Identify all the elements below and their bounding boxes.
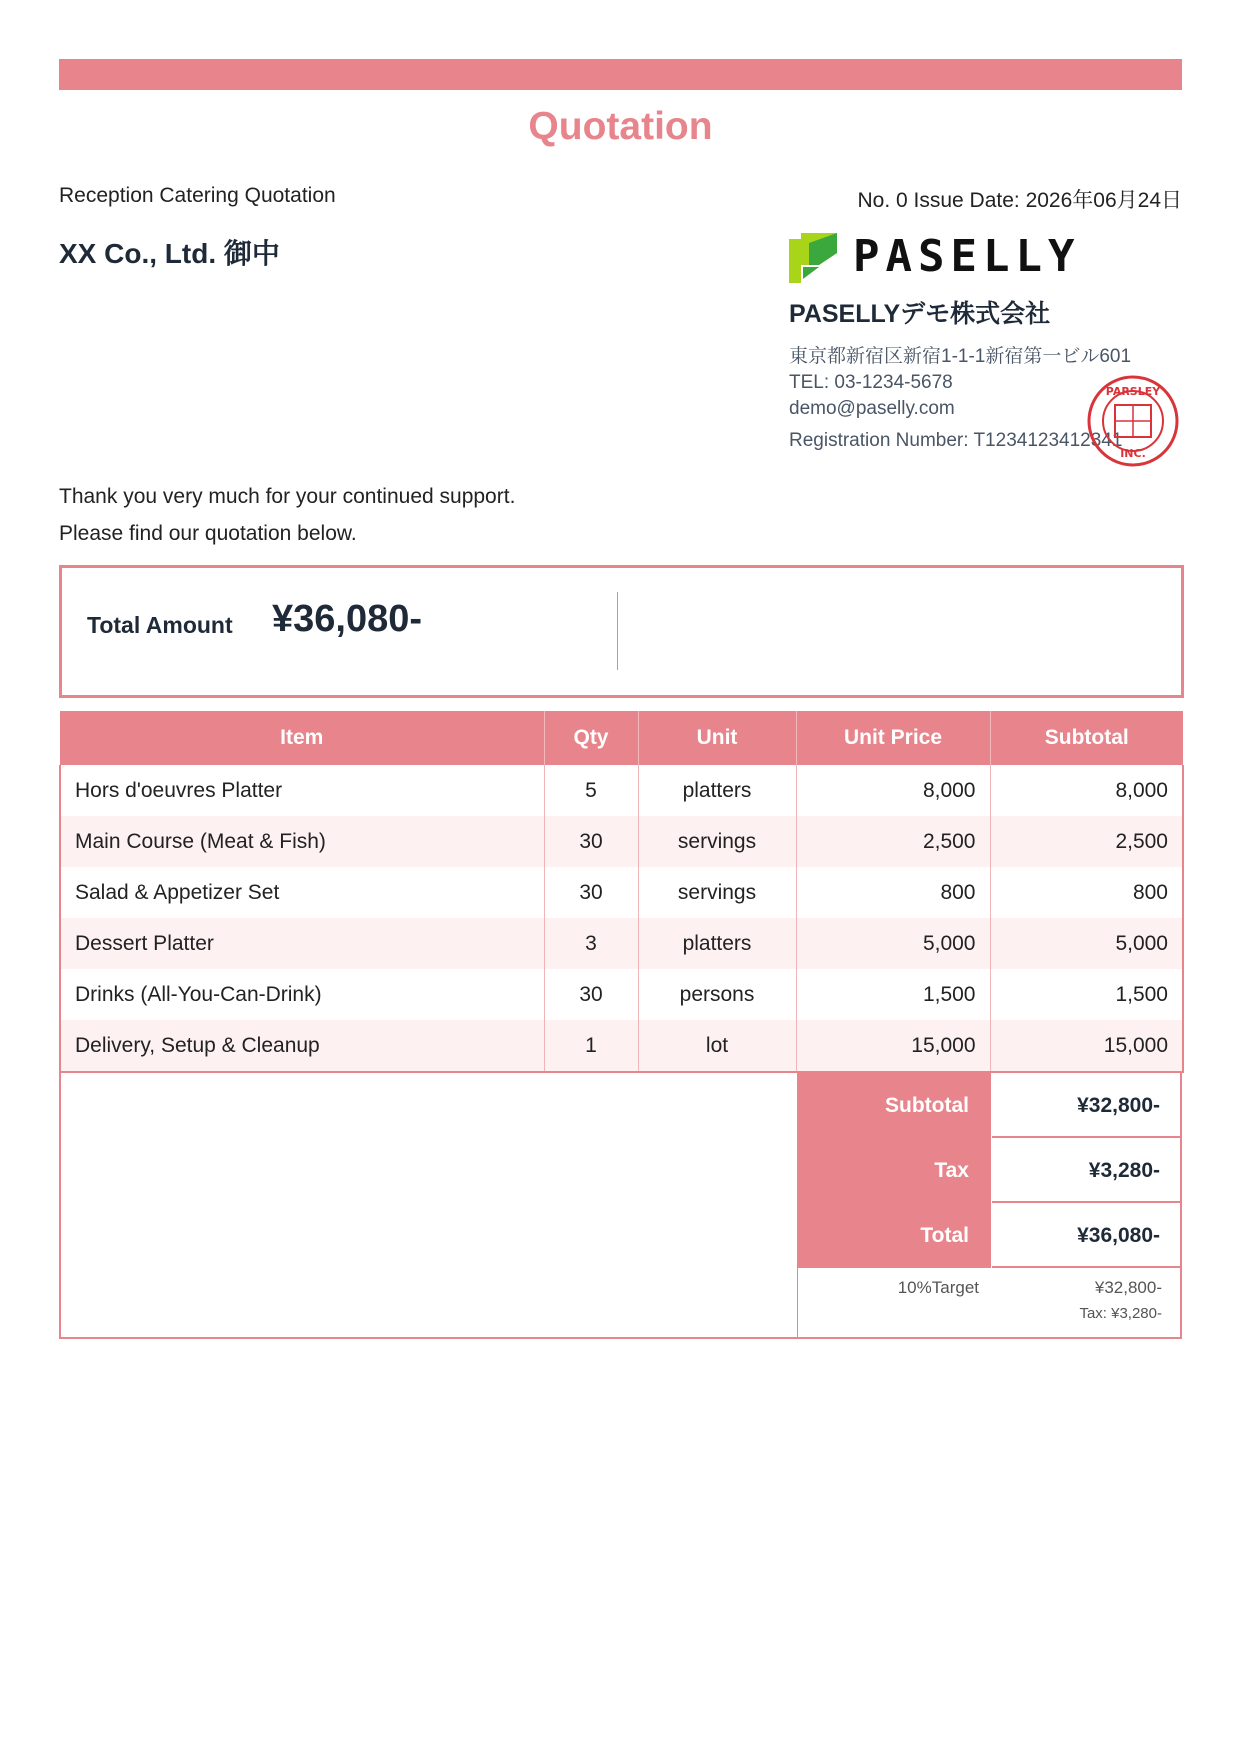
summary-tax-row (797, 1138, 1180, 1203)
cell-unit-price: 1,500 (796, 969, 990, 1020)
summary-tax-label: Tax (797, 1138, 991, 1203)
summary-subtotal-value: ¥32,800- (992, 1073, 1180, 1138)
cell-unit: servings (638, 816, 796, 867)
company-logo (789, 230, 1189, 284)
table-row (60, 867, 1183, 918)
summary-subtotal-row (797, 1073, 1180, 1138)
cell-subtotal: 15,000 (990, 1020, 1183, 1072)
header-unit: Unit (638, 711, 796, 765)
cell-unit-price: 5,000 (796, 918, 990, 969)
cell-unit-price: 2,500 (796, 816, 990, 867)
cell-unit: persons (638, 969, 796, 1020)
logo-wordmark: PASELLY (853, 231, 1081, 282)
svg-text:PARSLEY: PARSLEY (1105, 385, 1161, 398)
svg-text:INC.: INC. (1120, 447, 1146, 460)
tax-rate-label: 10%Target (897, 1278, 979, 1297)
table-row (60, 765, 1183, 816)
summary-subtotal-label: Subtotal (797, 1073, 991, 1138)
totals-summary (59, 1073, 1182, 1339)
greeting-line-1: Thank you very much for your continued support. (59, 485, 516, 508)
cell-subtotal: 5,000 (990, 918, 1183, 969)
cell-unit: platters (638, 765, 796, 816)
summary-total-label: Total (797, 1203, 991, 1268)
sender-company-name: PASELLYデモ株式会社 (789, 300, 1051, 328)
header-qty: Qty (544, 711, 638, 765)
sender-email[interactable]: demo@paselly.com (789, 398, 955, 419)
cell-qty: 5 (544, 765, 638, 816)
cell-unit: platters (638, 918, 796, 969)
header-accent-bar (59, 59, 1182, 90)
table-row (60, 918, 1183, 969)
table-row (60, 816, 1183, 867)
total-amount-label: Total Amount (87, 612, 233, 638)
cell-item: Salad & Appetizer Set (75, 880, 280, 904)
summary-total-row (797, 1203, 1180, 1268)
cell-unit: servings (638, 867, 796, 918)
leaf-logo-icon (789, 231, 839, 283)
summary-tax-value: ¥3,280- (992, 1138, 1180, 1203)
cell-unit: lot (638, 1020, 796, 1072)
cell-qty: 30 (544, 969, 638, 1020)
total-amount-box (59, 565, 1184, 698)
cell-item: Main Course (Meat & Fish) (60, 816, 544, 867)
cell-subtotal: 2,500 (990, 816, 1183, 867)
header-unit-price: Unit Price (796, 711, 990, 765)
header-subtotal: Subtotal (990, 711, 1183, 765)
cell-unit-price: 15,000 (796, 1020, 990, 1072)
sender-address: 東京都新宿区新宿1-1-1新宿第一ビル601 (789, 346, 1132, 367)
cell-unit-price: 8,000 (796, 765, 990, 816)
quotation-subject: Reception Catering Quotation (59, 184, 336, 207)
line-items-table (59, 711, 1184, 1073)
cell-unit-price: 800 (796, 867, 990, 918)
cell-qty: 30 (544, 816, 638, 867)
table-header-row (60, 711, 1183, 765)
cell-item: Drinks (All-You-Can-Drink) (75, 982, 322, 1006)
table-row (60, 969, 1183, 1020)
table-row (60, 1020, 1183, 1072)
greeting-line-2: Please find our quotation below. (59, 522, 357, 545)
issue-info: No. 0 Issue Date: 2026年06月24日 (857, 189, 1182, 212)
cell-item: Hors d'oeuvres Platter (75, 778, 283, 802)
document-title: Quotation (528, 105, 713, 148)
tax-base-amount: ¥32,800- (1094, 1278, 1162, 1297)
total-box-divider (617, 592, 618, 670)
cell-subtotal: 8,000 (990, 765, 1183, 816)
cell-item: Dessert Platter (60, 918, 544, 969)
tax-amount-note: Tax: ¥3,280- (1079, 1305, 1162, 1322)
cell-qty: 1 (544, 1020, 638, 1072)
cell-qty: 30 (544, 867, 638, 918)
sender-tel: TEL: 03-1234-5678 (789, 372, 953, 393)
summary-total-value: ¥36,080- (992, 1203, 1180, 1268)
registration-number: Registration Number: T1234123412341 (789, 430, 1123, 451)
cell-item: Delivery, Setup & Cleanup (60, 1020, 544, 1072)
recipient-name: XX Co., Ltd. 御中 (59, 238, 280, 269)
cell-subtotal: 1,500 (990, 969, 1183, 1020)
cell-qty: 3 (544, 918, 638, 969)
header-item: Item (60, 711, 544, 765)
greeting-text (59, 478, 515, 552)
company-seal-stamp (1085, 373, 1181, 469)
total-amount-value: ¥36,080- (272, 598, 423, 640)
cell-subtotal: 800 (990, 867, 1183, 918)
